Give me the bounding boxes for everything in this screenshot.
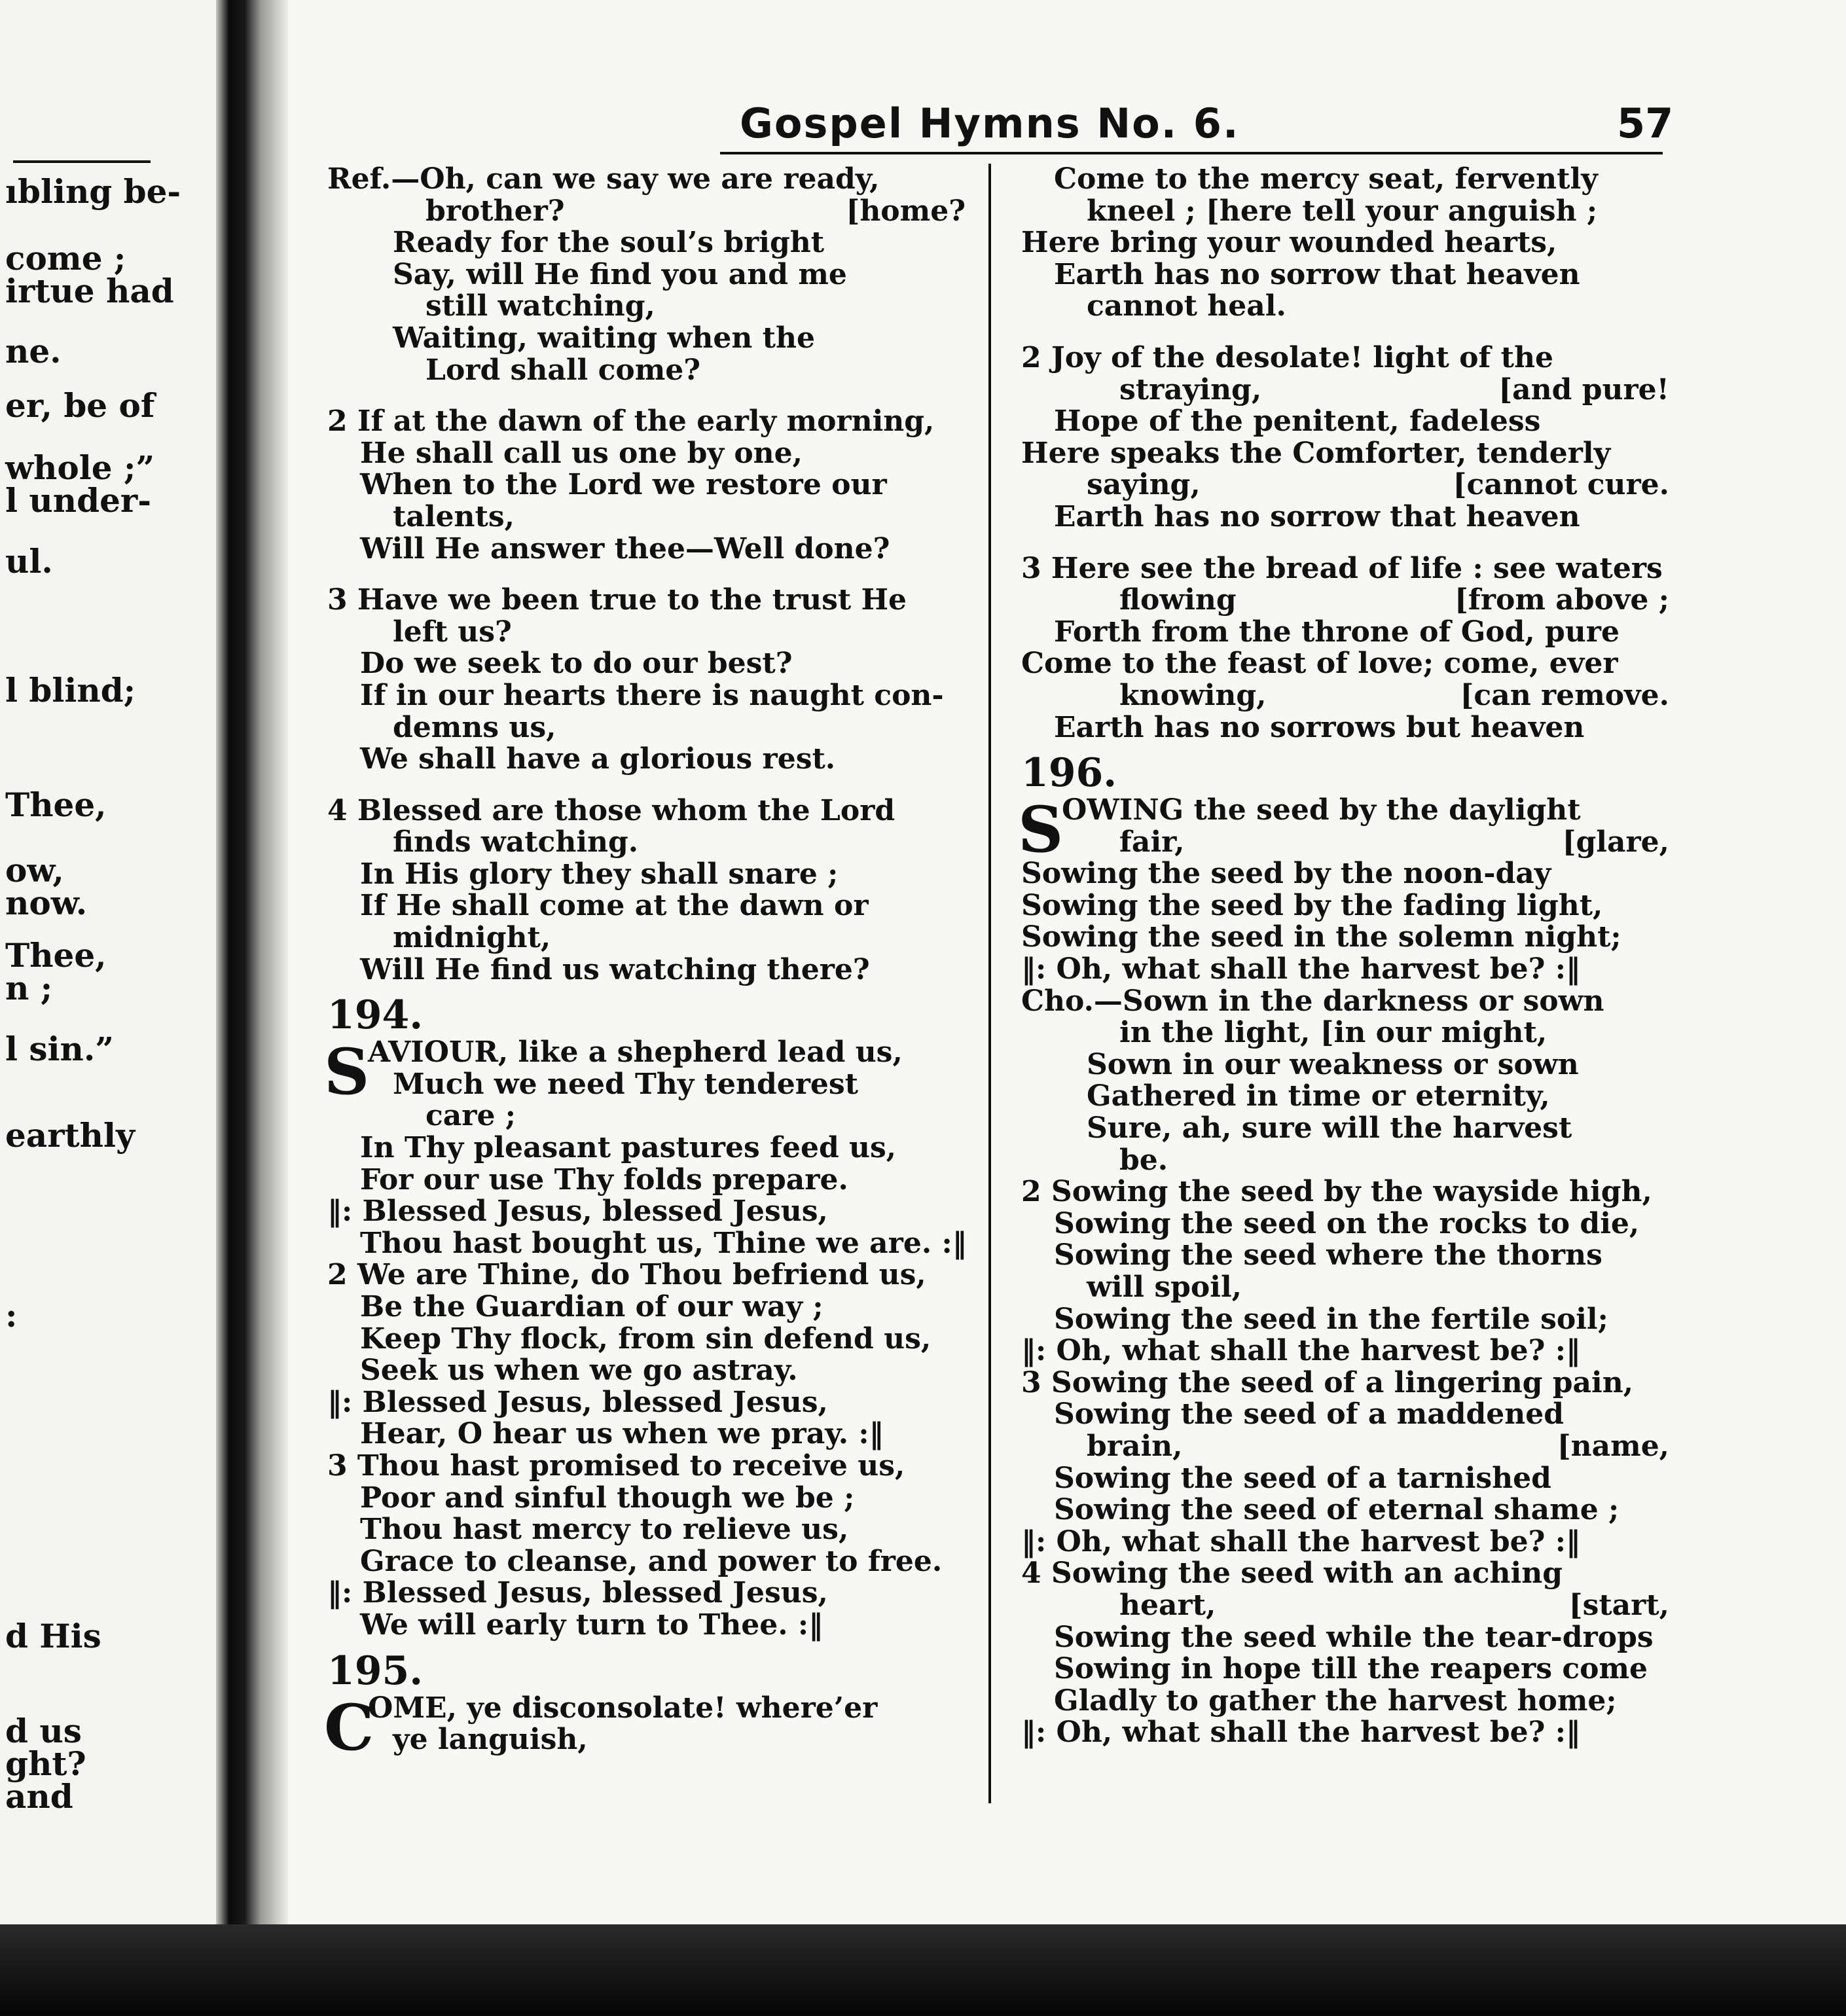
hymn-line-text: Sown in our weakness or sown (1087, 1047, 1579, 1081)
hymn-line (1021, 1526, 1669, 1558)
hymn-line-text: Ref.—Oh, can we say we are ready, (327, 162, 880, 196)
hymn-line (327, 922, 966, 954)
hymn-line-text: When to the Lord we restore our (360, 468, 887, 502)
hymn-line (327, 323, 966, 355)
hymn-line-text: ‖: Blessed Jesus, blessed Jesus, (327, 1385, 828, 1419)
hymn-line-text: Here speaks the Comforter, tenderly (1021, 436, 1611, 470)
facing-page-text: ul. (5, 542, 53, 581)
header-rule (720, 152, 1663, 154)
hymn-line (1021, 374, 1669, 406)
drop-cap: S (1018, 793, 1064, 867)
hymn-line (1021, 922, 1669, 954)
hymn-line-text: 3 Thou hast promised to receive us, (327, 1449, 905, 1483)
hymn-line-text: Keep Thy flock, from sin defend us, (360, 1322, 932, 1356)
facing-page-text: : (5, 1296, 18, 1335)
facing-page-rule (13, 160, 151, 163)
hymn-line (327, 1387, 966, 1419)
drop-cap: S (324, 1035, 370, 1109)
hymn-line-text: talents, (393, 499, 515, 533)
facing-page-text: irtue had (5, 272, 174, 310)
hymn-number: 196. (1021, 750, 1117, 797)
column-divider (988, 164, 991, 1803)
stanza-gap (327, 386, 966, 406)
hymn-line-text: Cho.—Sown in the darkness or sown (1021, 984, 1604, 1018)
hymn-line (327, 890, 966, 922)
hymn-line-text: flowing (1119, 583, 1237, 617)
hymn-line (327, 1132, 966, 1164)
hymn-line-text: Thou hast bought us, Thine we are. :‖ (360, 1226, 967, 1260)
hymn-line-text: Grace to cleanse, and power to free. (360, 1544, 943, 1578)
hymn-line-carryover: [start, (1568, 1588, 1669, 1622)
hymn-line-text: Come to the feast of love; come, ever (1021, 647, 1618, 681)
hymn-line-text: Earth has no sorrow that heaven (1054, 499, 1580, 533)
hymn-line-text: Earth has no sorrows but heaven (1054, 710, 1585, 744)
hymn-line (327, 585, 966, 617)
hymn-line-text: Sowing the seed where the thorns (1054, 1238, 1602, 1272)
hymn-line-text: ye languish, (393, 1723, 588, 1757)
hymn-line-text: finds watching. (393, 825, 639, 859)
facing-page-text: Thee, (5, 785, 107, 824)
hymn-line-text: Sowing the seed while the tear-drops (1054, 1620, 1654, 1654)
hymn-line-text: heart, (1119, 1588, 1216, 1622)
hymn-line (1021, 1558, 1669, 1590)
hymn-line-text: fair, (1119, 825, 1185, 859)
facing-page-text: l blind; (5, 671, 136, 710)
hymn-line-text: Sowing the seed of a tarnished (1054, 1461, 1551, 1495)
hymn-line-text: Ready for the soul’s bright (393, 226, 825, 260)
facing-page-text: come ; (5, 239, 126, 278)
hymn-line (1021, 1208, 1669, 1240)
stanza-gap (1021, 533, 1669, 553)
hymn-line (327, 617, 966, 649)
facing-page-text: d us (5, 1712, 82, 1750)
hymn-line (327, 1610, 966, 1642)
hymn-line (1021, 585, 1669, 617)
hymn-line-text: be. (1119, 1143, 1168, 1177)
hymn-line-text: ‖: Oh, what shall the harvest be? :‖ (1021, 1716, 1580, 1750)
hymn-line (1021, 1367, 1669, 1399)
hymn-line-text: knowing, (1119, 678, 1267, 712)
facing-page-text: Thee, (5, 936, 107, 975)
hymn-line (1021, 1653, 1669, 1685)
hymn-line (1021, 406, 1669, 438)
hymn-line-text: will spoil, (1087, 1270, 1242, 1304)
hymn-line-text: Gathered in time or eternity, (1087, 1079, 1550, 1113)
hymn-line-text: brother? (425, 194, 565, 228)
hymn-line (1021, 1622, 1669, 1654)
scan-bottom-edge (0, 1924, 1846, 2016)
hymn-line (327, 533, 966, 566)
hymn-line (1021, 1431, 1669, 1463)
hymn-line-text: Much we need Thy tenderest (393, 1067, 859, 1101)
hymn-line-text: left us? (393, 615, 512, 649)
hymn-line (1021, 501, 1669, 533)
facing-page-fragment (0, 0, 216, 1924)
hymn-line (327, 1196, 966, 1228)
hymn-line (1021, 1590, 1669, 1622)
hymn-line (1021, 553, 1669, 585)
hymn-line (1021, 1081, 1669, 1113)
hymn-line (327, 291, 966, 323)
facing-page-text: and (5, 1777, 73, 1816)
hymn-line (1021, 164, 1669, 196)
hymn-line-text: Sowing the seed of eternal shame ; (1054, 1493, 1620, 1527)
hymn-line (327, 744, 966, 776)
hymn-line (327, 1069, 966, 1101)
hymn-line (327, 1291, 966, 1323)
hymn-line (1021, 1240, 1669, 1272)
hymn-line-text: care ; (425, 1099, 516, 1133)
hymn-line-text: Poor and sinful though we be ; (360, 1481, 855, 1515)
hymn-line-text: We shall have a glorious rest. (360, 742, 836, 776)
facing-page-text: n ; (5, 969, 53, 1007)
hymn-line-text: 3 Sowing the seed of a lingering pain, (1021, 1365, 1634, 1399)
hymn-line-carryover: [name, (1557, 1429, 1669, 1463)
hymn-line (1021, 438, 1669, 470)
facing-page-text: ne. (5, 332, 62, 370)
hymn-line-carryover: [cannot cure. (1453, 468, 1669, 502)
hymn-line (1021, 1335, 1669, 1367)
hymn-line (1021, 890, 1669, 922)
hymn-line-text: Earth has no sorrow that heaven (1054, 257, 1580, 291)
facing-page-text: earthly (5, 1116, 136, 1155)
hymn-line (327, 406, 966, 438)
hymn-line-text: Sowing the seed in the fertile soil; (1054, 1302, 1608, 1336)
hymn-line (327, 1577, 966, 1610)
hymn-line-text: 2 Sowing the seed by the wayside high, (1021, 1175, 1652, 1209)
hymn-line-text: still watching, (425, 289, 655, 323)
hymn-line (1021, 827, 1669, 859)
hymn-line-text: demns us, (393, 710, 556, 744)
hymn-line-text: ‖: Blessed Jesus, blessed Jesus, (327, 1576, 828, 1610)
hymn-line (1021, 469, 1669, 501)
hymn-line-carryover: [home? (846, 194, 966, 228)
right-column (1018, 162, 1669, 1750)
hymn-line-text: He shall call us one by one, (360, 436, 803, 470)
hymn-line (1021, 954, 1669, 986)
hymn-line (327, 1418, 966, 1450)
hymn-line-text: OWING the seed by the daylight (1062, 793, 1581, 827)
hymn-line-text: 4 Sowing the seed with an aching (1021, 1557, 1563, 1591)
hymn-line (1021, 680, 1669, 712)
hymn-line (1021, 858, 1669, 890)
hymn-line (327, 954, 966, 986)
hymn-line-text: Thou hast mercy to relieve us, (360, 1513, 849, 1547)
hymn-line-text: We will early turn to Thee. :‖ (360, 1608, 823, 1642)
hymn-line (327, 1323, 966, 1356)
hymn-line (1021, 1049, 1669, 1081)
hymn-line (1021, 617, 1669, 649)
hymn-line-text: in the light, [in our might, (1119, 1016, 1547, 1050)
hymn-line-text: 2 We are Thine, do Thou befriend us, (327, 1258, 926, 1292)
hymn-line (327, 1724, 966, 1756)
hymn-line-text: Sowing in hope till the reapers come (1054, 1652, 1648, 1686)
hymn-line (1021, 1113, 1669, 1145)
hymn-line-text: brain, (1087, 1429, 1183, 1463)
hymn-line-text: kneel ; [here tell your anguish ; (1087, 194, 1598, 228)
facing-page-text: whole ;” (5, 448, 155, 487)
hymn-line (1021, 1399, 1669, 1431)
hymn-line (327, 1355, 966, 1387)
hymn-line-text: OME, ye disconsolate! where’er (368, 1691, 878, 1725)
hymn-line-text: In His glory they shall snare ; (360, 857, 839, 891)
hymn-line (1021, 1685, 1669, 1718)
hymn-line (327, 795, 966, 827)
hymn-line-text: Will He answer thee—Well done? (360, 531, 890, 566)
hymn-line-text: cannot heal. (1087, 289, 1286, 323)
facing-page-text: l under- (5, 481, 151, 520)
hymn-line-text: 3 Here see the bread of life : see waters (1021, 551, 1663, 585)
hymn-number: 194. (327, 992, 424, 1039)
hymn-line (327, 1514, 966, 1546)
hymn-line (1021, 1304, 1669, 1336)
hymn-line (327, 1483, 966, 1515)
hymn-line-text: saying, (1087, 468, 1201, 502)
hymn-line-text: In Thy pleasant pastures feed us, (360, 1131, 897, 1165)
hymn-line (1021, 291, 1669, 323)
hymn-line (1021, 986, 1669, 1018)
left-column (324, 162, 967, 1765)
hymn-line (1021, 1463, 1669, 1495)
hymn-line (327, 355, 966, 387)
hymn-line-carryover: [can remove. (1460, 678, 1669, 712)
hymn-line (327, 227, 966, 259)
hymn-line-text: If He shall come at the dawn or (360, 889, 869, 923)
hymn-line-text: Forth from the throne of God, pure (1054, 615, 1620, 649)
hymn-line (327, 1259, 966, 1291)
hymn-line-text: Hope of the penitent, fadeless (1054, 405, 1541, 439)
hymn-line (327, 259, 966, 291)
hymn-line (1021, 1145, 1669, 1177)
hymn-line (1021, 1717, 1669, 1749)
hymn-line-text: ‖: Blessed Jesus, blessed Jesus, (327, 1195, 828, 1229)
hymn-line (327, 1228, 966, 1260)
hymn-line-text: Sowing the seed by the noon-day (1021, 857, 1551, 891)
hymn-line (327, 501, 966, 533)
facing-page-text: ıbling be- (5, 172, 181, 211)
hymn-line (327, 196, 966, 228)
stanza-gap (1021, 323, 1669, 342)
hymn-line (1021, 712, 1669, 744)
facing-page-text: ght? (5, 1744, 86, 1783)
hymn-line-text: Gladly to gather the harvest home; (1054, 1683, 1617, 1718)
hymn-line (327, 1164, 966, 1197)
facing-page-text: l sin.” (5, 1030, 115, 1068)
hymn-line-text: midnight, (393, 921, 551, 955)
facing-page-text: ow, (5, 851, 64, 890)
hymn-line (327, 438, 966, 470)
hymn-line (327, 680, 966, 712)
hymn-line (1021, 342, 1669, 374)
hymn-line-text: Hear, O hear us when we pray. :‖ (360, 1417, 884, 1451)
stanza-gap (327, 776, 966, 795)
hymn-line (1021, 259, 1669, 291)
hymn-line (327, 648, 966, 680)
hymn-line-text: Sure, ah, sure will the harvest (1087, 1111, 1572, 1145)
hymn-line (1021, 1272, 1669, 1304)
hymn-line-text: If in our hearts there is naught con- (360, 678, 944, 712)
hymn-line-text: Will He find us watching there? (360, 952, 870, 986)
drop-cap: C (324, 1690, 374, 1765)
hymn-line-text: 3 Have we been true to the trust He (327, 583, 907, 617)
hymn-line-text: Seek us when we go astray. (360, 1354, 798, 1388)
hymn-line-text: Sowing the seed in the solemn night; (1021, 920, 1621, 954)
hymn-line-text: ‖: Oh, what shall the harvest be? :‖ (1021, 952, 1580, 986)
hymn-line (327, 827, 966, 859)
hymn-line-carryover: [and pure! (1498, 372, 1669, 406)
hymn-line-carryover: [from above ; (1455, 583, 1669, 617)
hymn-line (327, 469, 966, 501)
hymn-line (1021, 648, 1669, 680)
stanza-gap (327, 565, 966, 585)
hymn-line (327, 1100, 966, 1132)
facing-page-text: d His (5, 1617, 101, 1655)
hymn-line-text: 2 If at the dawn of the early morning, (327, 405, 935, 439)
page-number: 57 (1617, 99, 1674, 147)
hymn-line (1021, 1017, 1669, 1049)
hymn-line (327, 1450, 966, 1483)
facing-page-text: er, be of (5, 386, 155, 425)
hymn-line-text: ‖: Oh, what shall the harvest be? :‖ (1021, 1524, 1580, 1558)
hymn-line-text: Sowing the seed of a maddened (1054, 1397, 1565, 1431)
hymn-line (1021, 1494, 1669, 1526)
hymn-line-text: Lord shall come? (425, 353, 701, 387)
hymn-line-text: straying, (1119, 372, 1262, 406)
hymn-line (1021, 196, 1669, 228)
hymn-line-text: Waiting, waiting when the (393, 321, 815, 355)
hymn-line-text: Come to the mercy seat, fervently (1054, 162, 1598, 196)
hymn-line-text: 4 Blessed are those whom the Lord (327, 793, 896, 827)
hymn-line-text: Say, will He find you and me (393, 257, 847, 291)
hymn-line-text: 2 Joy of the desolate! light of the (1021, 340, 1553, 374)
hymn-line (327, 164, 966, 196)
hymn-line (327, 1546, 966, 1578)
hymn-line-carryover: [glare, (1562, 825, 1669, 859)
hymn-line-text: For our use Thy folds prepare. (360, 1162, 848, 1197)
page-title: Gospel Hymns No. 6. (740, 99, 1240, 147)
hymn-line (327, 712, 966, 744)
facing-page-text: now. (5, 884, 88, 922)
hymn-line-text: Do we seek to do our best? (360, 647, 793, 681)
hymn-line-text: AVIOUR, like a shepherd lead us, (368, 1035, 903, 1070)
hymn-line (327, 859, 966, 891)
hymn-line (1021, 1176, 1669, 1208)
hymn-line (1021, 227, 1669, 259)
book-gutter (216, 0, 288, 1924)
hymn-line-text: ‖: Oh, what shall the harvest be? :‖ (1021, 1334, 1580, 1368)
hymn-number: 195. (327, 1647, 424, 1694)
hymn-line-text: Be the Guardian of our way ; (360, 1290, 823, 1323)
hymn-line-text: Sowing the seed by the fading light, (1021, 888, 1603, 922)
hymn-line-text: Sowing the seed on the rocks to die, (1054, 1206, 1640, 1240)
hymn-line-text: Here bring your wounded hearts, (1021, 226, 1557, 260)
